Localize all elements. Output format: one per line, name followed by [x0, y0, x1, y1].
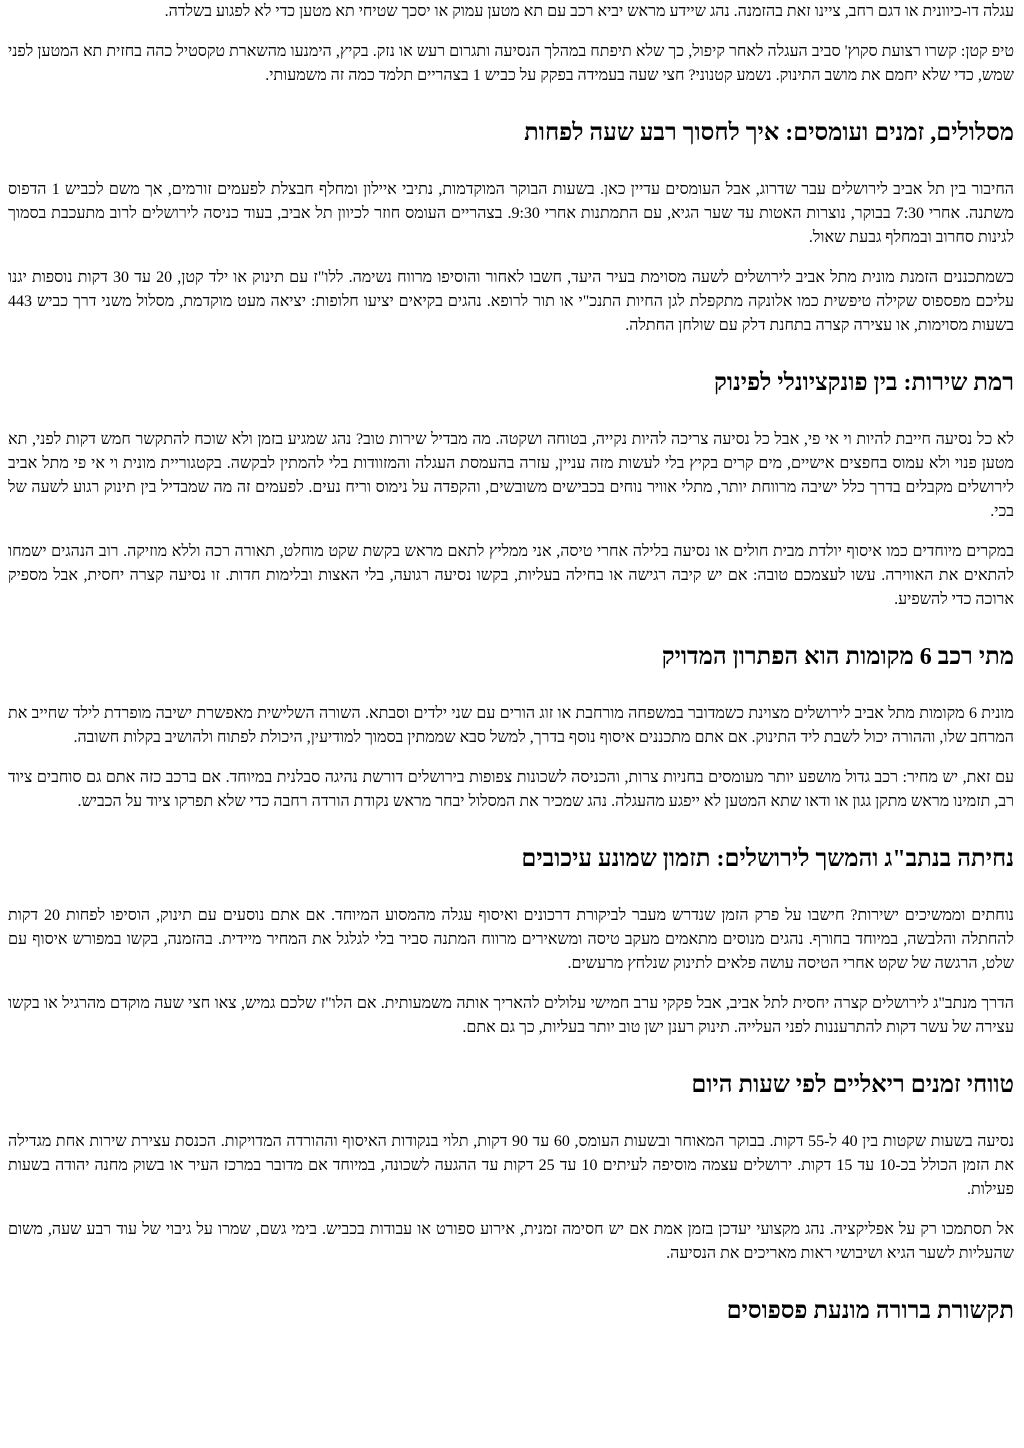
- section-heading: תקשורת ברורה מונעת פספוסים: [726, 1298, 1014, 1324]
- paragraph: אל תסתמכו רק על אפליקציה. נהג מקצועי יעדכן בזמן אמת אם יש חסימה זמנית, אירוע ספורט או עבודות בכביש. בימי גשם, שמרו על גיבוי של עוד רבע שעה, משום שהעליות לשער הגיא ושיבושי ראות מאריכים את הנסיעה.: [8, 1221, 1014, 1262]
- paragraph: כשמתכננים הזמנת מונית מתל אביב לירושלים לשעה מסוימת בעיר היעד, חשבו לאחור והוסיפו מרווח נשימה. ללו"ז עם תינוק או ילד קטן, 20 עד 30 דקות נוספות יגנו עליכם מפספוס שקילה טיפשית כמו אלונקה מתקפלת לגן החיות התנכ"י או תור לרופא. נהגים בקיאים יציעו חלופות: יציאה מעט מוקדמת, מסלול משני דרך כביש 443 בשעות מסוימות, או עצירה קצרה בתחנת דלק עם שולחן החתלה.: [8, 269, 1015, 334]
- paragraph: עגלה דו-כיוונית או דגם רחב, ציינו זאת בהזמנה. נהג שיידע מראש יביא רכב עם תא מטען עמוק או יסכך שטיחי תא מטען כדי לא לפגוע בשלדה.: [164, 3, 1014, 20]
- section-heading: רמת שירות: בין פונקציונלי לפינוק: [713, 370, 1014, 396]
- paragraph: נוחתים וממשיכים ישירות? חישבו על פרק הזמן שנדרש מעבר לביקורת דרכונים ואיסוף עגלה מהמסוע המיוחד. אם אתם נוסעים עם תינוק, הוסיפו לפחות 20 דקות להחתלה והלבשה, במיוחד בחורף. נהגים מנוסים מתאמים מעקב טיסה ומשאירים מרווח המתנה סביר בלי לגלגל את המחיר מיידית. בהזמנה, בקשו במפורש איסוף עם שלט, הרגשה של שקט אחרי הטיסה עושה פלאים לתינוק שנלחץ מרעשים.: [8, 907, 1015, 972]
- section-heading: מתי רכב 6 מקומות הוא הפתרון המדויק: [661, 644, 1014, 670]
- paragraph: טיפ קטן: קשרו רצועת סקוץ' סביב העגלה לאחר קיפול, כך שלא תיפתח במהלך הנסיעה ותגרום רעש או נזק. בקיץ, הימנעו מהשארת טקסטיל כהה בחזית תא המטען לפני שמש, כדי שלא יחמם את מושב התינוק. נשמע קטנוני? חצי שעה בעמידה בפקק על כביש 1 בצהריים תלמד כמה זה משמעותי.: [8, 43, 1014, 84]
- paragraph: החיבור בין תל אביב לירושלים עבר שדרוג, אבל העומסים עדיין כאן. בשעות הבוקר המוקדמות, נתיבי איילון ומחלף חבצלת לפעמים זורמים, אך משם לכביש 1 הדפוס משתנה. אחרי 7:30 בבוקר, נוצרות האטות עד שער הגיא, עם התמתנות אחרי 9:30. בצהריים העומס חוזר לכיוון תל אביב, בעוד כניסה לירושלים לרוב מתעכבת בסמוך לגינות סחרוב ובמחלף גבעת שאול.: [8, 181, 1015, 246]
- section-heading: נחיתה בנתב"ג והמשך לירושלים: תזמון שמונע עיכובים: [521, 846, 1014, 872]
- paragraph: נסיעה בשעות שקטות בין 40 ל-55 דקות. בבוקר המאוחר ובשעות העומס, 60 עד 90 דקות, תלוי בנקודות האיסוף וההורדה המדויקות. הכנסת עצירת שירות אחת מגדילה את הזמן הכולל בכ-10 עד 15 דקות. ירושלים עצמה מוסיפה לעיתים 10 עד 25 דקות עד ההגעה לשכונה, במיוחד אם מדובר במרכז העיר או בשוק מחנה יהודה בשעות פעילות.: [8, 1133, 1015, 1198]
- paragraph: עם זאת, יש מחיר: רכב גדול מושפע יותר מעומסים בחניות צרות, והכניסה לשכונות צפופות בירושלים דורשת נהיגה סבלנית במיוחד. אם ברכב כזה אתם גם סוחבים ציוד רב, תזמינו מראש מתקן גגון או ודאו שתא המטען לא ייפגע מהעגלה. נהג שמכיר את המסלול יבחר מראש נקודת הורדה רחבה כדי שלא תפרקו ציוד על הכביש.: [8, 769, 1014, 810]
- paragraph: לא כל נסיעה חייבת להיות וי אי פי, אבל כל נסיעה צריכה להיות נקייה, בטוחה ושקטה. מה מבדיל שירות טוב? נהג שמגיע בזמן ולא שוכח להתקשר חמש דקות לפני, תא מטען פנוי ולא עמוס בחפצים אישיים, מים קרים בקיץ בלי לעשות מזה עניין, עזרה בהעמסת העגלה והמזוודות בלי להמתין לבקשה. בקטגוריית מונית וי אי פי מתל אביב לירושלים מקבלים בדרך כלל ישיבה מרווחת יותר, מתלי אוויר נוחים בכבישים משובשים, והקפדה על נימוס וריח נעים. לפעמים זה מה שמבדיל בין תינוק רגוע לשעה של בכי.: [8, 431, 1014, 520]
- section-heading: מסלולים, זמנים ועומסים: איך לחסוך רבע שעה לפחות: [524, 120, 1014, 146]
- paragraph: מונית 6 מקומות מתל אביב לירושלים מצוינת כשמדובר במשפחה מורחבת או זוג הורים עם שני ילדים וסבתא. השורה השלישית מאפשרת ישיבה מופרדת לילד שחייב את המרחב שלו, וההורה יכול לשבת ליד התינוק. אם אתם מתכננים איסוף נוסף בדרך, למשל סבא שממתין בסמוך למודיעין, היכולת לפתוח ולהושיב בקלות חשובה.: [8, 705, 1014, 746]
- paragraph: במקרים מיוחדים כמו איסוף יולדת מבית חולים או נסיעה בלילה אחרי טיסה, אני ממליץ לתאם מראש בקשת שקט מוחלט, תאורה רכה וללא מוזיקה. רוב הנהגים ישמחו להתאים את האווירה. עשו לעצמכם טובה: אם יש קיבה רגישה או בחילה בעליות, בקשו נסיעה רגועה, בלי האצות ובלימות חדות. זו נסיעה קצרה יחסית, אבל מספיק ארוכה כדי להשפיע.: [8, 543, 1014, 608]
- paragraph: הדרך מנתב"ג לירושלים קצרה יחסית לתל אביב, אבל פקקי ערב חמישי עלולים להאריך אותה משמעותית. אם הלו"ז שלכם גמיש, צאו חצי שעה מוקדם מהרגיל או בקשו עצירה של עשר דקות להתרעננות לפני העלייה. תינוק רענן ישן טוב יותר בעליות, כך גם אתם.: [8, 995, 1014, 1036]
- section-heading: טווחי זמנים ריאליים לפי שעות היום: [691, 1072, 1014, 1098]
